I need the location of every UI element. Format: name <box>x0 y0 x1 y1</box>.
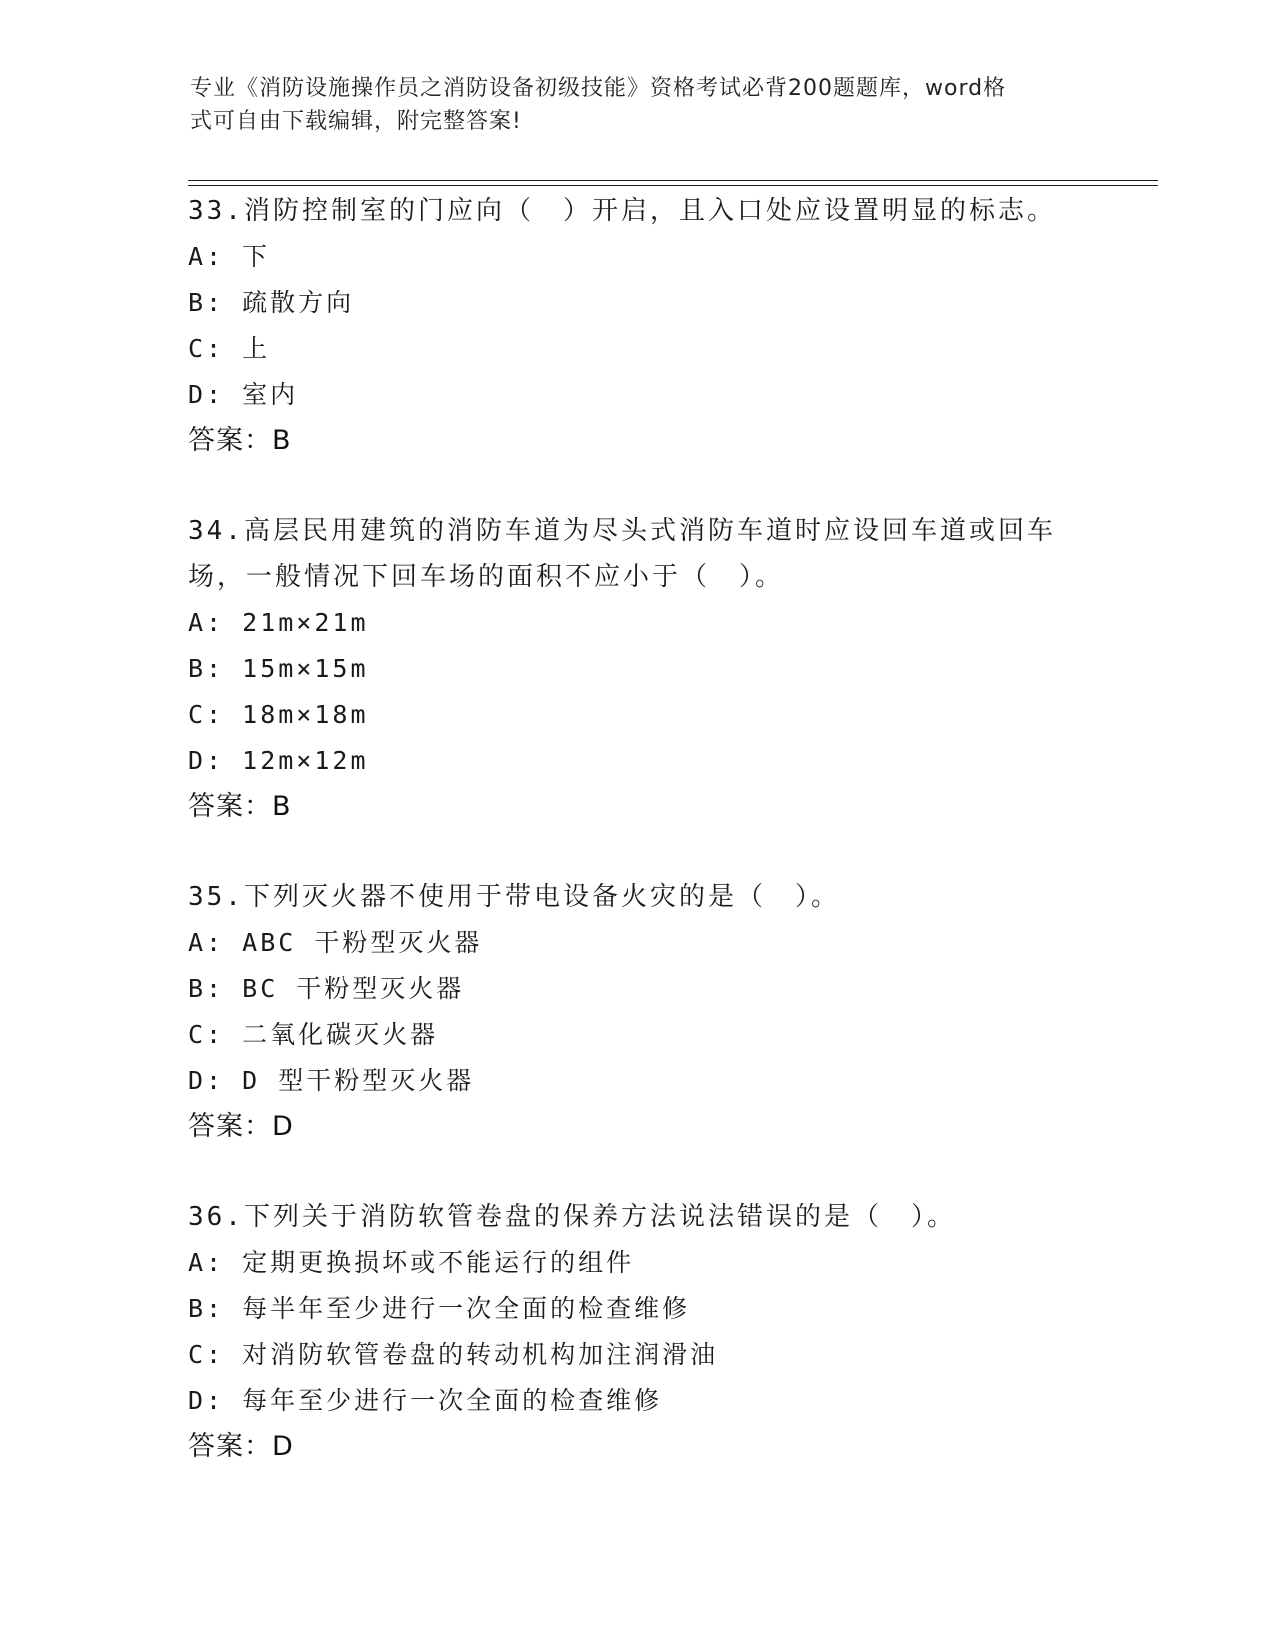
option-b: B: BC 干粉型灭火器 <box>188 974 465 1003</box>
option-a: A: ABC 干粉型灭火器 <box>188 928 483 957</box>
option-a: A: 21m×21m <box>188 608 369 637</box>
option-c: C: 18m×18m <box>188 700 369 729</box>
option-d: D: 12m×12m <box>188 746 369 775</box>
option-a: A: 下 <box>188 242 271 271</box>
question-text: 36.下列关于消防软管卷盘的保养方法说法错误的是（ ）。 <box>188 1202 956 1232</box>
option-d: D: D 型干粉型灭火器 <box>188 1066 475 1095</box>
question-35 <box>188 874 1088 1150</box>
question-text: 34.高层民用建筑的消防车道为尽头式消防车道时应设回车道或回车场，一般情况下回车场的面积不应小于（ ）。 <box>188 516 1056 592</box>
option-d: D: 室内 <box>188 380 299 409</box>
option-d: D: 每年至少进行一次全面的检查维修 <box>188 1386 663 1415</box>
option-b: B: 疏散方向 <box>188 288 355 317</box>
answer-label: 答案：D <box>188 1111 294 1142</box>
answer-label: 答案：B <box>188 791 292 822</box>
question-list <box>188 188 1088 1514</box>
option-c: C: 二氧化碳灭火器 <box>188 1020 439 1049</box>
header-line-2: 式可自由下载编辑，附完整答案! <box>190 109 522 134</box>
question-text: 35.下列灭火器不使用于带电设备火灾的是（ ）。 <box>188 882 840 912</box>
header-divider-top <box>188 180 1158 181</box>
header-line-1: 专业《消防设施操作员之消防设备初级技能》资格考试必背200题题库，word格 <box>190 76 1007 101</box>
answer-label: 答案：D <box>188 1431 294 1462</box>
header-divider-bottom <box>188 185 1158 186</box>
option-c: C: 对消防软管卷盘的转动机构加注润滑油 <box>188 1340 719 1369</box>
question-text: 33.消防控制室的门应向（ ）开启，且入口处应设置明显的标志。 <box>188 196 1056 226</box>
option-a: A: 定期更换损坏或不能运行的组件 <box>188 1248 635 1277</box>
option-b: B: 每半年至少进行一次全面的检查维修 <box>188 1294 691 1323</box>
answer-label: 答案：B <box>188 425 292 456</box>
question-33 <box>188 188 1088 464</box>
question-36 <box>188 1194 1088 1470</box>
question-34 <box>188 508 1088 830</box>
option-b: B: 15m×15m <box>188 654 369 683</box>
option-c: C: 上 <box>188 334 271 363</box>
document-header <box>190 72 1090 138</box>
